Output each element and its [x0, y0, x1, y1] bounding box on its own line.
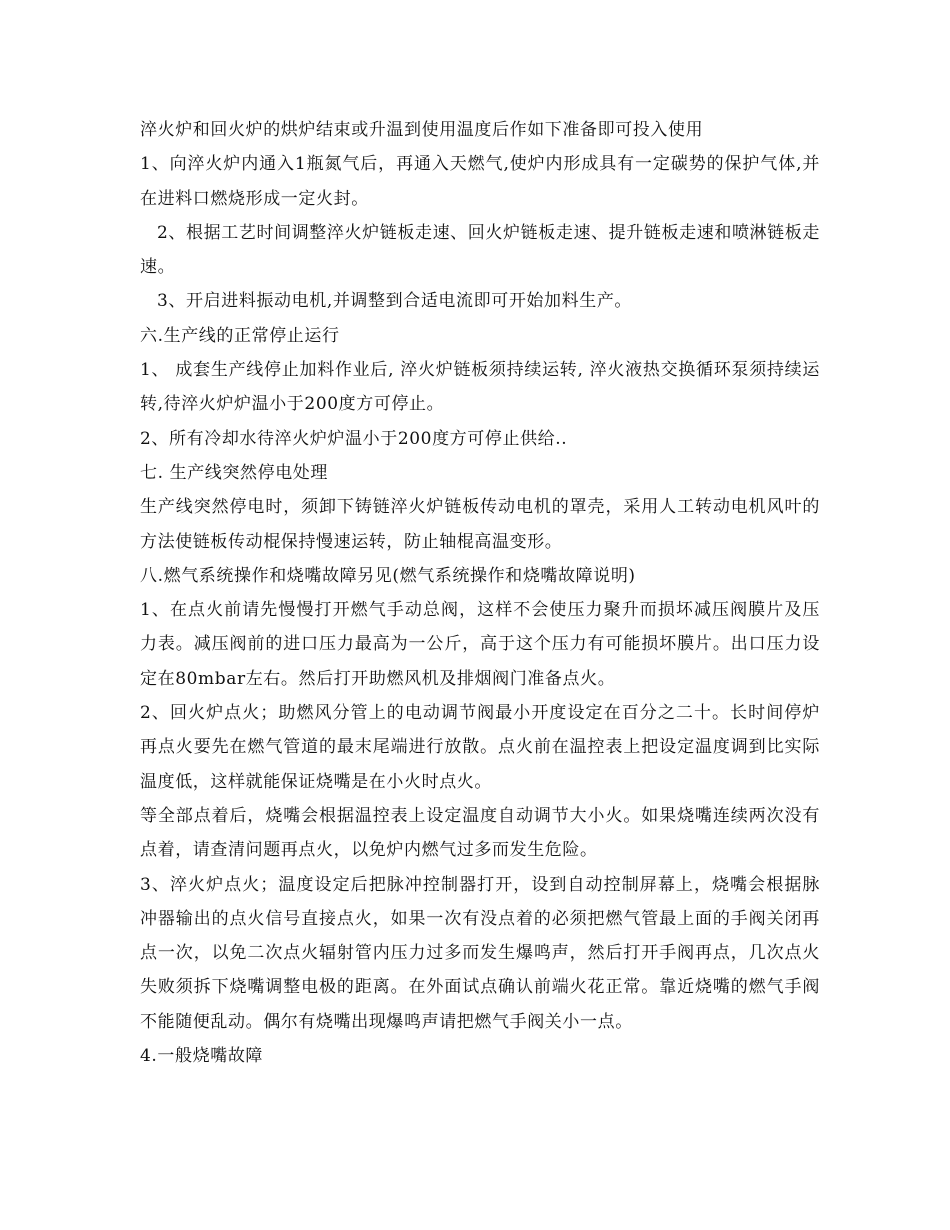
- section-8-item-2: 2、回火炉点火；助燃风分管上的电动调节阀最小开度设定在百分之二十。长时间停炉再点火要先在燃气管道的最末尾端进行放散。点火前在温控表上把设定温度调到比实际温度低，这样就能保证烧嘴是在小火时点火。: [140, 703, 820, 792]
- section-6-heading: 六.生产线的正常停止运行: [140, 325, 340, 346]
- section-8-item-3: 3、淬火炉点火；温度设定后把脉冲控制器打开，设到自动控制屏幕上，烧嘴会根据脉冲器输出的点火信号直接点火，如果一次有没点着的必须把燃气管最上面的手阀关闭再点一次，以免二次点火辐射管内压力过多而发生爆鸣声，然后打开手阀再点，几次点火失败须拆下烧嘴调整电极的距离。在外面试点确认前端火花正常。靠近烧嘴的燃气手阀不能随便乱动。偶尔有烧嘴出现爆鸣声请把燃气手阀关小一点。: [140, 874, 820, 1032]
- step-2-chain-speed: 2、根据工艺时间调整淬火炉链板走速、回火炉链板走速、提升链板走速和喷淋链板走速。: [140, 222, 820, 278]
- intro-paragraph: 淬火炉和回火炉的烘炉结束或升温到使用温度后作如下准备即可投入使用: [140, 120, 704, 140]
- section-8-heading: 八.燃气系统操作和烧嘴故障另见(燃气系统操作和烧嘴故障说明): [140, 565, 636, 586]
- step-1-nitrogen-gas: 1、向淬火炉内通入1瓶氮气后，再通入天燃气,使炉内形成具有一定碳势的保护气体,并在进料口燃烧形成一定火封。: [140, 154, 820, 209]
- section-8-item-2-continued: 等全部点着后，烧嘴会根据温控表上设定温度自动调节大小火。如果烧嘴连续两次没有点着，请查清问题再点火，以免炉内燃气过多而发生危险。: [140, 805, 820, 861]
- section-8-item-1: 1、在点火前请先慢慢打开燃气手动总阀，这样不会使压力聚升而损坏减压阀膜片及压力表。减压阀前的进口压力最高为一公斤，高于这个压力有可能损坏膜片。出口压力设定在80mbar左右。然后打开助燃风机及排烟阀门准备点火。: [140, 600, 820, 689]
- section-7-body: 生产线突然停电时，须卸下铸链淬火炉链板传动电机的罩壳，采用人工转动电机风叶的方法使链板传动棍保持慢速运转，防止轴棍高温变形。: [140, 497, 820, 552]
- document-body: [140, 113, 820, 1073]
- subsection-4-heading: 4.一般烧嘴故障: [140, 1046, 264, 1067]
- section-7-heading: 七. 生产线突然停电处理: [140, 462, 329, 483]
- section-6-item-1: 1、 成套生产线停止加料作业后, 淬火炉链板须持续运转, 淬火液热交换循环泵须持续运转,待淬火炉炉温小于200度方可停止。: [140, 360, 820, 415]
- step-3-vibration-motor: 3、开启进料振动电机,并调整到合适电流即可开始加料生产。: [157, 291, 633, 312]
- section-6-item-2: 2、所有冷却水待淬火炉炉温小于200度方可停止供给..: [140, 428, 568, 449]
